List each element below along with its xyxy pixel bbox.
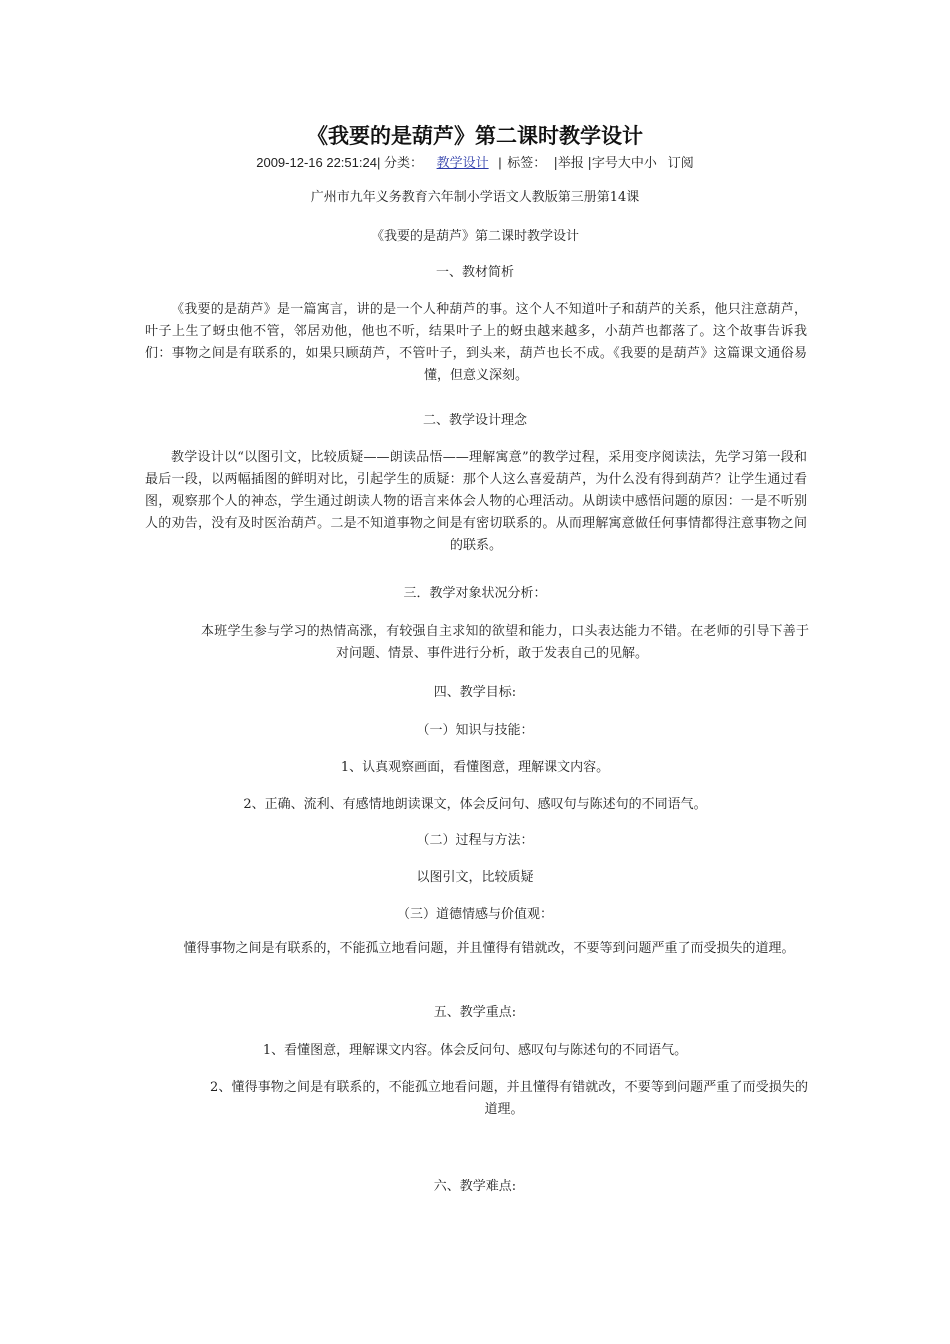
subscribe-link[interactable]: 订阅 — [667, 156, 694, 171]
category-label: 分类： — [383, 156, 423, 171]
subsection-heading-3: （三）道德情感与价值观： — [396, 907, 553, 922]
section-text-2: 教学设计以“以图引文，比较质疑——朗读品悟——理解寓意”的教学过程，采用变序阅读法，先学习第一段和最后一段，以两幅插图的鲜明对比，引起学生的质疑：那个人这么喜爱葫芦，为什么没有得到葫芦？让学生通过看图，观察那个人的神态，学生通过朗读人物的语言来体会人物的心理活动。从朗读中感悟问题的原因：一是不听别人的劝告，没有及时医治葫芦。二是不知道事物之间是有密切联系的。从而理解寓意做任何事情都得注意事物之间的联系。 — [145, 450, 807, 553]
meta-separator: | — [498, 155, 502, 170]
tags-label: 标签： — [507, 156, 547, 171]
goal-item-2: 2、正确、流利、有感情地朗读课文，体会反问句、感叹句与陈述句的不同语气。 — [243, 797, 707, 812]
section-heading-6: 六、教学难点: — [433, 1179, 517, 1194]
subsection-heading-2: （二）过程与方法： — [416, 833, 534, 848]
subsection-text-3: 懂得事物之间是有联系的，不能孤立地看问题，并且懂得有错就改，不要等到问题严重了而受损失的道理。 — [183, 941, 795, 956]
post-meta-bar — [0, 152, 950, 171]
report-link[interactable]: |举报 — [553, 156, 584, 171]
section-text-1: 《我要的是葫芦》是一篇寓言，讲的是一个人种葫芦的事。这个人不知道叶子和葫芦的关系，他只注意葫芦，叶子上生了蚜虫他不管，邻居劝他，他也不听，结果叶子上的蚜虫越来越多，小葫芦也都落了。这个故事告诉我们：事物之间是有联系的，如果只顾葫芦，不管叶子，到头来，葫芦也长不成。《我要的是葫芦》这篇课文通俗易懂，但意义深刻。 — [145, 302, 807, 383]
section-heading-3: 三．教学对象状况分析： — [403, 586, 547, 601]
font-size-control[interactable]: |字号大中小 — [587, 156, 657, 171]
goal-item-1: 1、认真观察画面，看懂图意，理解课文内容。 — [340, 760, 610, 775]
section-heading-1: 一、教材简析 — [435, 265, 514, 280]
subsection-heading-1: （一）知识与技能： — [416, 723, 534, 738]
course-line: 广州市九年义务教育六年制小学语文人教版第三册第14课 — [310, 190, 640, 205]
section-heading-2: 二、教学设计理念 — [422, 413, 527, 428]
section-text-3: 本班学生参与学习的热情高涨，有较强自主求知的欲望和能力，口头表达能力不错。在老师的引导下善于对问题、情景、事件进行分析，敢于发表自己的见解。 — [201, 624, 809, 661]
section-heading-4: 四、教学目标: — [433, 685, 517, 700]
key-point-1: 1、看懂图意，理解课文内容。体会反问句、感叹句与陈述句的不同语气。 — [262, 1043, 688, 1058]
post-datetime: 2009-12-16 22:51:24| — [256, 155, 381, 170]
subsection-text-2: 以图引文，比较质疑 — [416, 870, 534, 885]
document-title: 《我要的是葫芦》第二课时教学设计 — [307, 123, 643, 148]
category-link[interactable]: 教学设计 — [436, 156, 489, 171]
key-point-2: 2、懂得事物之间是有联系的，不能孤立地看问题，并且懂得有错就改，不要等到问题严重了而受损失的道理。 — [210, 1080, 808, 1117]
section-heading-5: 五、教学重点: — [433, 1005, 517, 1020]
subtitle: 《我要的是葫芦》第二课时教学设计 — [370, 229, 579, 244]
